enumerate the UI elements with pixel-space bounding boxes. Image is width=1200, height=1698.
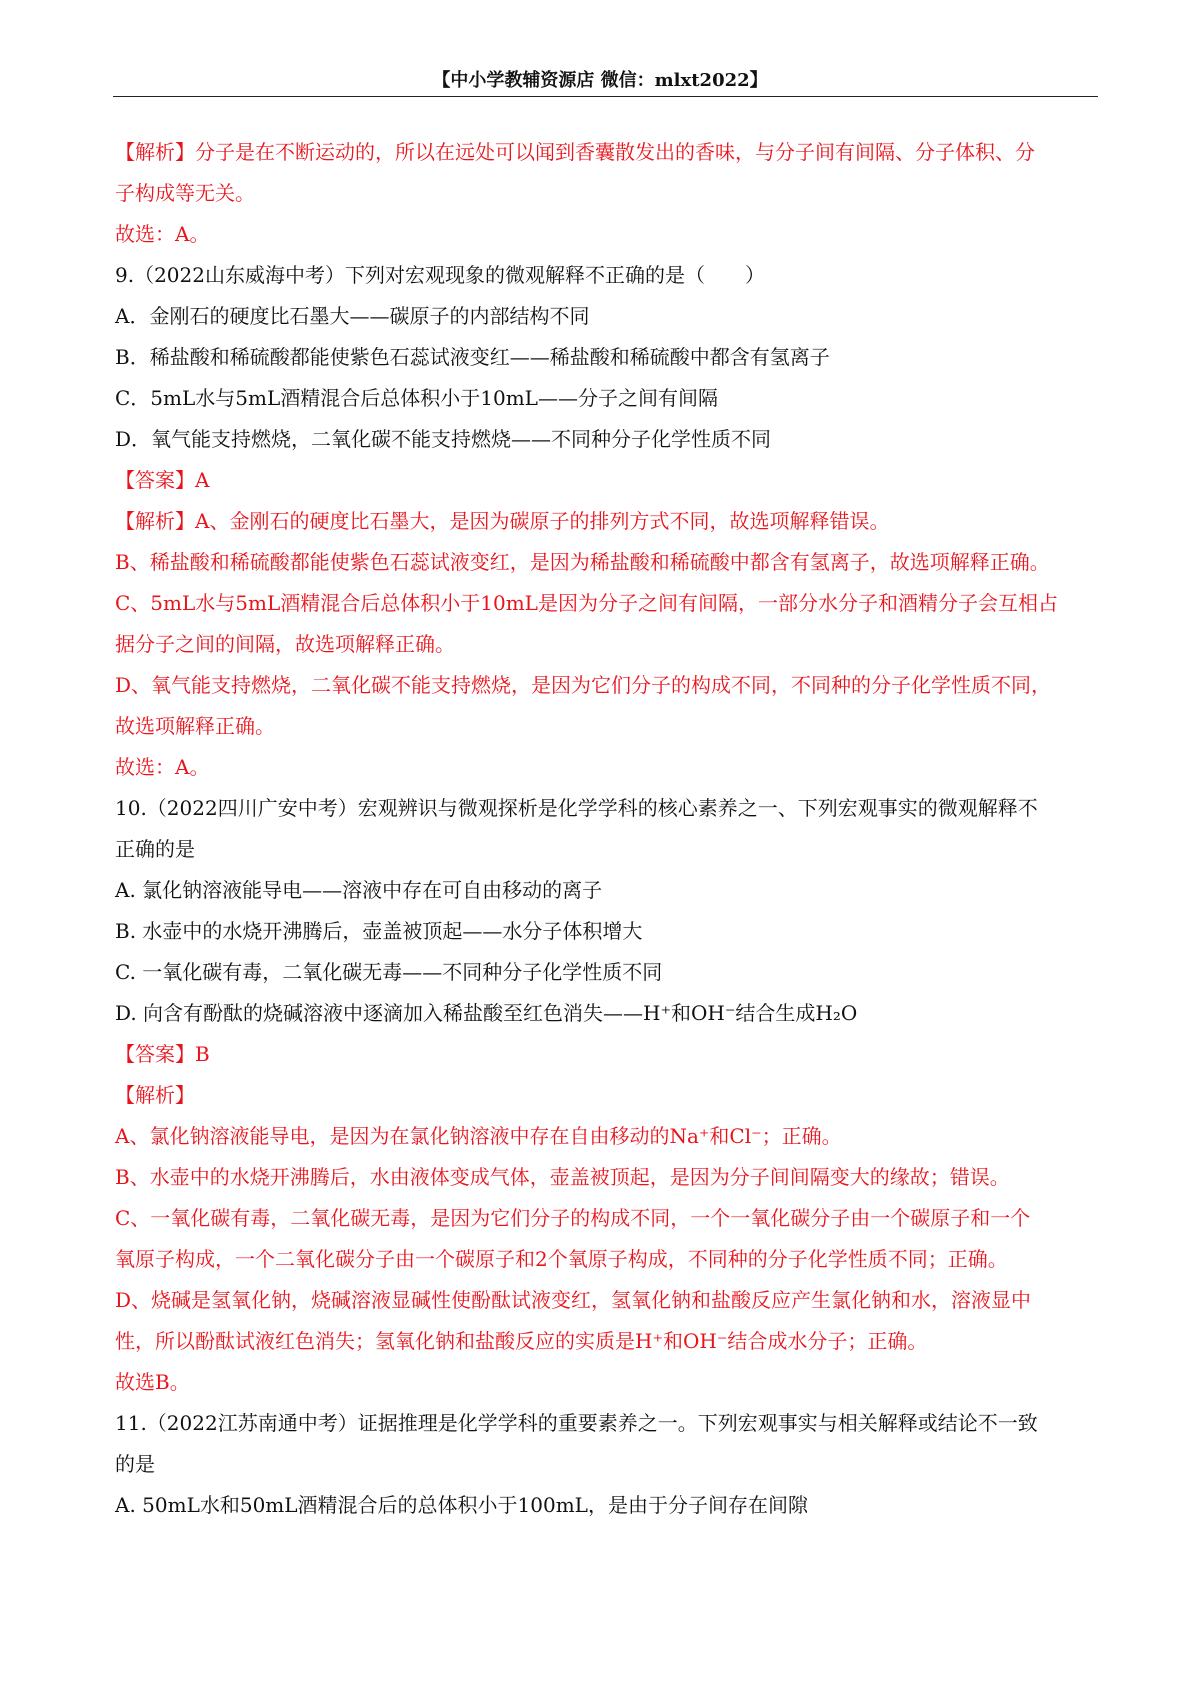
text-line: B．稀盐酸和稀硫酸都能使紫色石蕊试液变红——稀盐酸和稀硫酸中都含有氢离子	[115, 345, 830, 369]
text-line: 的是	[115, 1452, 155, 1476]
text-line: D、烧碱是氢氧化钠，烧碱溶液显碱性使酚酞试液变红，氢氧化钠和盐酸反应产生氯化钠和水，溶液显中	[115, 1288, 1032, 1312]
text-line: 故选：A。	[115, 222, 210, 246]
text-line: 氧原子构成，一个二氧化碳分子由一个碳原子和2个氧原子构成，不同种的分子化学性质不同；正确。	[115, 1247, 1008, 1271]
text-line: 故选B。	[115, 1370, 190, 1394]
text-line: A、氯化钠溶液能导电，是因为在氯化钠溶液中存在自由移动的Na⁺和Cl⁻；正确。	[115, 1124, 842, 1148]
text-line: 【答案】B	[115, 1042, 210, 1066]
text-line: 10.（2022四川广安中考）宏观辨识与微观探析是化学学科的核心素养之一、下列宏观事实的微观解释不	[115, 796, 1038, 820]
text-line: 【解析】分子是在不断运动的，所以在远处可以闻到香囊散发出的香味，与分子间有间隔、分子体积、分	[115, 140, 1035, 164]
text-line: 11.（2022江苏南通中考）证据推理是化学学科的重要素养之一。下列宏观事实与相关解释或结论不一致	[115, 1411, 1038, 1435]
text-line: C、5mL水与5mL酒精混合后总体积小于10mL是因为分子之间有间隔，一部分水分子和酒精分子会互相占	[115, 591, 1058, 615]
text-line: A．金刚石的硬度比石墨大——碳原子的内部结构不同	[115, 304, 590, 328]
text-line: C．5mL水与5mL酒精混合后总体积小于10mL——分子之间有间隔	[115, 386, 718, 410]
text-line: 据分子之间的间隔，故选项解释正确。	[115, 632, 455, 656]
text-line: 正确的是	[115, 837, 195, 861]
text-line: B、水壶中的水烧开沸腾后，水由液体变成气体，壶盖被顶起，是因为分子间间隔变大的缘故；错误。	[115, 1165, 1010, 1189]
text-line: 子构成等无关。	[115, 181, 255, 205]
text-line: B. 水壶中的水烧开沸腾后，壶盖被顶起——水分子体积增大	[115, 919, 643, 943]
text-line: 【解析】	[115, 1083, 195, 1107]
text-line: 故选：A。	[115, 755, 210, 779]
page-header: 【中小学教辅资源店 微信：mlxt2022】	[432, 70, 768, 91]
text-line: C. 一氧化碳有毒，二氧化碳无毒——不同种分子化学性质不同	[115, 960, 663, 984]
text-line: A. 50mL水和50mL酒精混合后的总体积小于100mL，是由于分子间存在间隙	[115, 1493, 808, 1517]
text-line: 9.（2022山东威海中考）下列对宏观现象的微观解释不正确的是（ ）	[115, 263, 765, 287]
text-line: D. 向含有酚酞的烧碱溶液中逐滴加入稀盐酸至红色消失——H⁺和OH⁻结合生成H₂O	[115, 1001, 858, 1025]
text-line: 【解析】A、金刚石的硬度比石墨大，是因为碳原子的排列方式不同，故选项解释错误。	[115, 509, 890, 533]
text-line: 性，所以酚酞试液红色消失；氢氧化钠和盐酸反应的实质是H⁺和OH⁻结合成水分子；正确。	[115, 1329, 928, 1353]
text-line: 【答案】A	[115, 468, 210, 492]
header-divider	[113, 96, 1098, 97]
text-line: B、稀盐酸和稀硫酸都能使紫色石蕊试液变红，是因为稀盐酸和稀硫酸中都含有氢离子，故选项解释正确。	[115, 550, 1050, 574]
text-line: C、一氧化碳有毒，二氧化碳无毒，是因为它们分子的构成不同，一个一氧化碳分子由一个碳原子和一个	[115, 1206, 1031, 1230]
text-line: D、氧气能支持燃烧，二氧化碳不能支持燃烧，是因为它们分子的构成不同，不同种的分子化学性质不同，	[115, 673, 1052, 697]
text-line: 故选项解释正确。	[115, 714, 275, 738]
document-body	[115, 138, 1097, 1532]
text-line: D．氧气能支持燃烧，二氧化碳不能支持燃烧——不同种分子化学性质不同	[115, 427, 772, 451]
text-line: A. 氯化钠溶液能导电——溶液中存在可自由移动的离子	[115, 878, 603, 902]
